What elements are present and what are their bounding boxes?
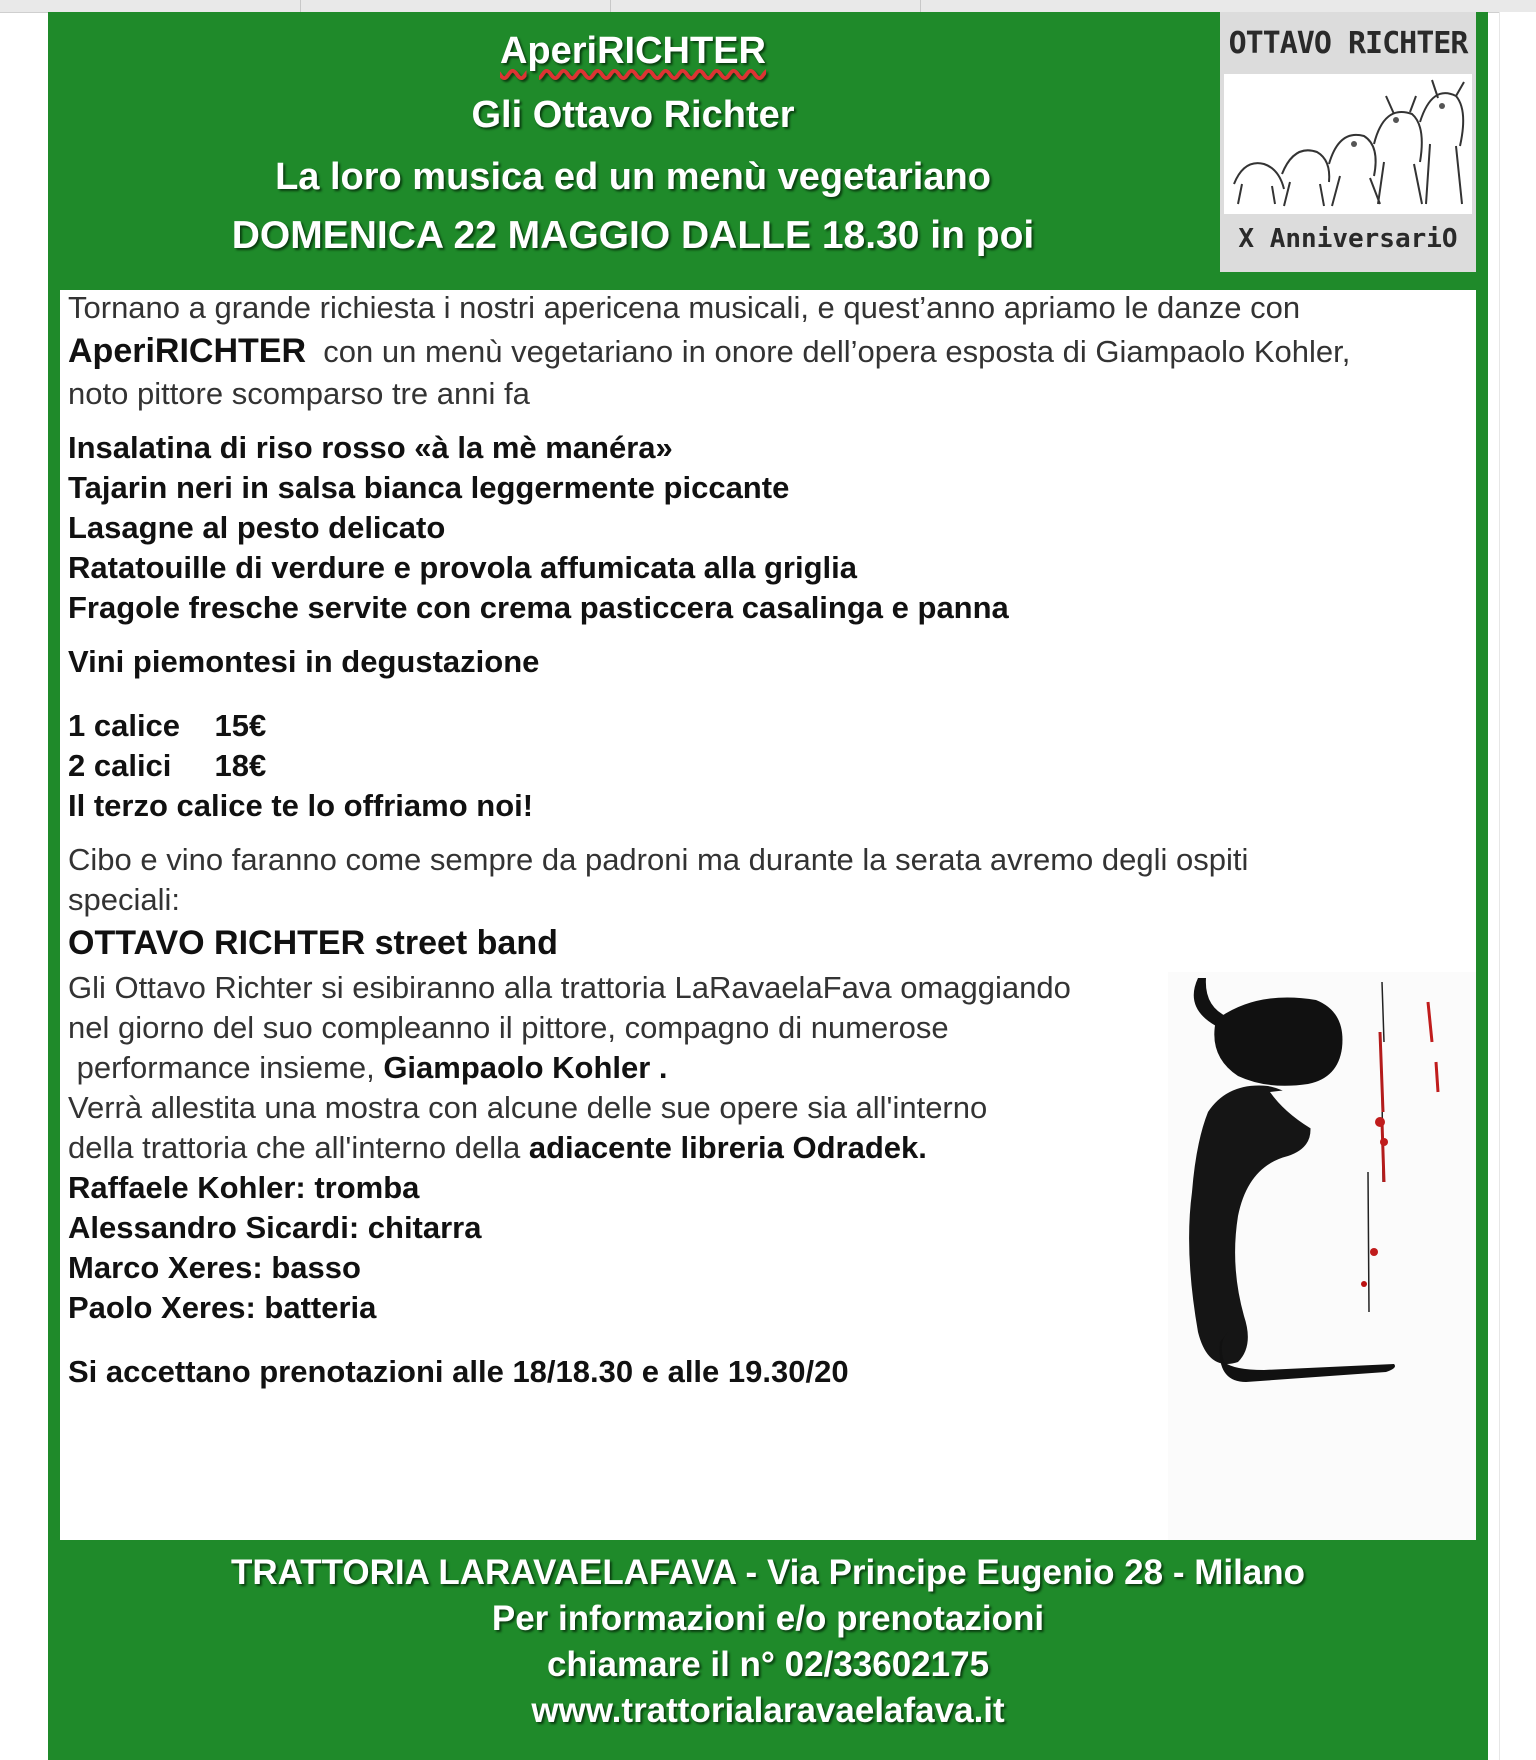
menu-item: Lasagne al pesto delicato [68,510,446,545]
third-glass-offer: Il terzo calice te lo offriamo noi! [68,788,534,823]
band-member: Paolo Xeres: batteria [68,1290,377,1325]
band-desc-3 [68,1050,668,1086]
intro-line-2 [68,332,1350,371]
event-poster [48,12,1488,1760]
menu-item: Insalatina di riso rosso «à la mè manéra» [68,430,673,465]
logo-anniversary: X AnniversariO [1238,224,1458,254]
band-desc-5-text: della trattoria che all'interno della [68,1130,529,1165]
price-one-glass: 1 calice 15€ [68,708,267,743]
band-member: Alessandro Sicardi: chitarra [68,1210,482,1245]
intro-line-2-text: con un menù vegetariano in onore dell’opera esposta di Giampaolo Kohler, [323,334,1351,369]
toolbar-segment[interactable] [300,0,611,12]
band-member: Raffaele Kohler: tromba [68,1170,420,1205]
band-logo [1220,12,1476,272]
intro-line-1: Tornano a grande richiesta i nostri apericena musicali, e quest’anno apriamo le danze con [68,290,1301,325]
wine-tasting: Vini piemontesi in degustazione [68,644,540,679]
band-member: Marco Xeres: basso [68,1250,361,1285]
intro-brand: AperiRICHTER [68,332,307,370]
event-title: AperiRICHTER [499,30,767,72]
website-link[interactable]: www.trattorialaravaelafava.it [531,1691,1005,1730]
intro-line-3: noto pittore scomparso tre anni fa [68,376,530,411]
painter-name: Giampaolo Kohler . [383,1050,668,1085]
band-title: OTTAVO RICHTER street band [68,924,558,962]
event-date: DOMENICA 22 MAGGIO DALLE 18.30 in poi [231,214,1035,257]
band-desc-5 [68,1130,927,1166]
content-panel [60,290,1476,1540]
menu-item: Fragole fresche servite con crema pasticcera casalinga e panna [68,590,1009,625]
booking-times: Si accettano prenotazioni alle 18/18.30 e alle 19.30/20 [68,1354,849,1389]
scroll-area[interactable] [1499,12,1536,1760]
logo-title: OTTAVO RICHTER [1228,26,1468,61]
bookshop-name: adiacente libreria Odradek. [528,1130,927,1165]
info-label: Per informazioni e/o prenotazioni [491,1599,1045,1638]
band-desc-3-text: performance insieme, [68,1050,384,1085]
band-desc-1: Gli Ottavo Richter si esibiranno alla trattoria LaRavaelaFava omaggiando [68,970,1071,1005]
logo-animals-illustration [1224,74,1472,214]
poster-header [48,12,1218,284]
event-tagline: La loro musica ed un menù vegetariano [275,156,991,198]
menu-item: Ratatouille di verdure e provola affumicata alla griglia [68,550,858,585]
phone-number[interactable]: chiamare il n° 02/33602175 [546,1645,990,1684]
guests-line-2: speciali: [68,882,180,917]
toolbar-segment[interactable] [0,0,301,12]
poster-footer [48,1550,1488,1734]
price-two-glasses: 2 calici 18€ [68,748,267,783]
band-desc-2: nel giorno del suo compleanno il pittore, compagno di numerose [68,1010,949,1045]
guests-line-1: Cibo e vino faranno come sempre da padroni ma durante la serata avremo degli ospiti [68,842,1249,877]
toolbar-segment[interactable] [610,0,921,12]
restaurant-address: TRATTORIA LARAVAELAFAVA - Via Principe Eugenio 28 - Milano [230,1553,1306,1592]
bull-painting [1168,972,1476,1540]
band-desc-4: Verrà allestita una mostra con alcune delle sue opere sia all'interno [68,1090,988,1125]
menu-item: Tajarin neri in salsa bianca leggermente piccante [68,470,790,505]
event-subtitle: Gli Ottavo Richter [471,94,795,136]
